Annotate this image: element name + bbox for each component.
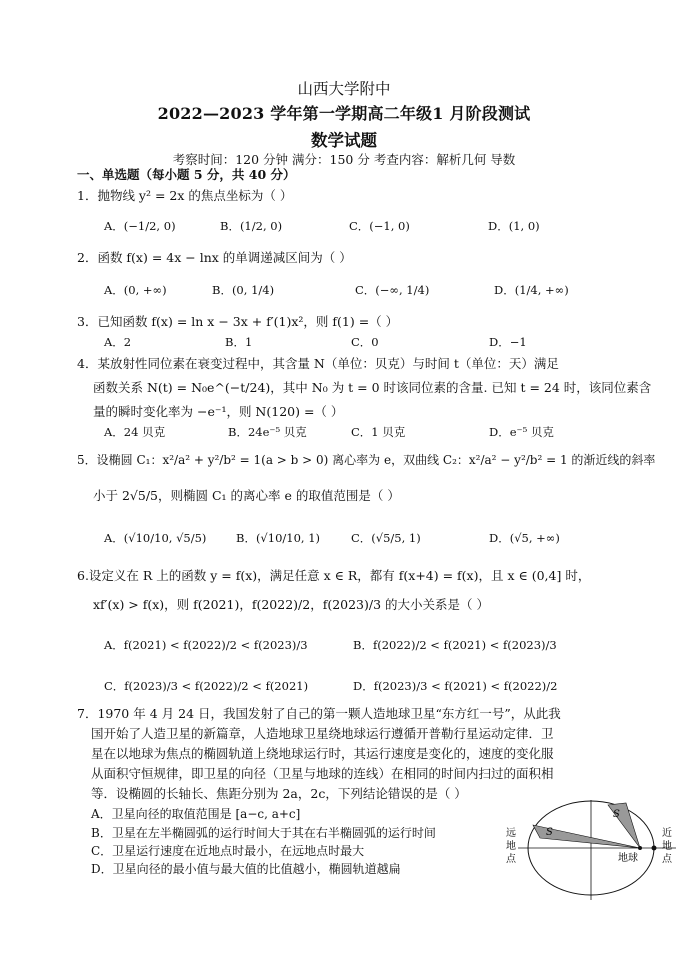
q1-option-b: B．(1/2, 0) [220, 219, 283, 233]
q3-option-b: B．1 [225, 335, 253, 349]
q6-line-2: xf′(x) > f(x)，则 f(2021)，f(2022)/2，f(2023)/3 的大小关系是（ ） [93, 597, 489, 612]
q5-option-b: B．(√10/10, 1) [236, 531, 321, 545]
q7-option-a: A．卫星向径的取值范围是 [a−c, a+c] [91, 807, 301, 821]
section-heading: 一、单选题（每小题 5 分，共 40 分） [77, 167, 296, 182]
q6-option-d: D．f(2023)/3 < f(2021) < f(2022)/2 [353, 679, 558, 693]
q6-option-a: A．f(2021) < f(2022)/2 < f(2023)/3 [104, 638, 308, 652]
far-label-3: 点 [506, 854, 516, 865]
q5-option-d: D．(√5, +∞) [489, 531, 560, 545]
school-name: 山西大学附中 [297, 80, 391, 98]
q4-option-a: A．24 贝克 [104, 425, 166, 439]
q4-line-1: 4．某放射性同位素在衰变过程中，其含量 N（单位：贝克）与时间 t（单位：天）满足 [77, 356, 559, 371]
q2-stem: 2．函数 f(x) = 4x − lnx 的单调递减区间为（ ） [77, 250, 352, 265]
q2-option-b: B．(0, 1/4) [212, 283, 275, 297]
area-label-left: S [546, 827, 553, 838]
q7-line-1: 7．1970 年 4 月 24 日，我国发射了自己的第一颗人造地球卫星“东方红一号”，从此我 [77, 706, 561, 721]
q6-line-1: 6.设定义在 R 上的函数 y = f(x)，满足任意 x ∈ R，都有 f(x+4) = f(x)，且 x ∈ (0,4] 时， [77, 568, 591, 583]
q7-option-b: B．卫星在左半椭圆弧的运行时间大于其在右半椭圆弧的运行时间 [91, 826, 436, 840]
q4-option-b: B．24e⁻⁵ 贝克 [228, 425, 307, 439]
q4-option-c: C．1 贝克 [351, 425, 406, 439]
earth-label: 地球 [618, 853, 638, 864]
q2-option-a: A．(0, +∞) [104, 283, 167, 297]
near-label-2: 地 [662, 841, 672, 852]
q7-option-c: C．卫星运行速度在近地点时最小，在远地点时最大 [91, 844, 365, 858]
q7-line-3: 星在以地球为焦点的椭圆轨道上绕地球运行时，其运行速度是变化的，速度的变化服 [91, 746, 554, 761]
q6-option-b: B．f(2022)/2 < f(2021) < f(2023)/3 [353, 638, 557, 652]
q7-line-4: 从面积守恒规律，即卫星的向径（卫星与地球的连线）在相同的时间内扫过的面积相 [91, 766, 554, 781]
q5-option-a: A．(√10/10, √5/5) [104, 531, 207, 545]
q3-option-d: D．−1 [489, 335, 527, 349]
q1-option-d: D．(1, 0) [488, 219, 540, 233]
q5-option-c: C．(√5/5, 1) [351, 531, 421, 545]
satellite-orbit-figure [500, 800, 680, 912]
q5-line-2: 小于 2√5/5，则椭圆 C₁ 的离心率 e 的取值范围是（ ） [93, 488, 400, 503]
q4-line-3: 量的瞬时变化率为 −e⁻¹，则 N(120) =（ ） [93, 404, 344, 419]
q3-stem: 3．已知函数 f(x) = ln x − 3x + f′(1)x²，则 f(1) =（ ） [77, 314, 399, 329]
far-label-2: 地 [506, 841, 516, 852]
subject-title: 数学试题 [311, 131, 377, 150]
q7-line-2: 国开始了人造卫星的新篇章，人造地球卫星绕地球运行遵循开普勒行星运动定律．卫 [91, 726, 554, 741]
perigee-point [652, 846, 657, 851]
near-label-3: 点 [662, 854, 672, 865]
exam-info: 考察时间：120 分钟 满分：150 分 考查内容：解析几何 导数 [172, 152, 516, 167]
q3-option-a: A．2 [104, 335, 132, 349]
q2-option-d: D．(1/4, +∞) [494, 283, 569, 297]
q3-option-c: C．0 [351, 335, 379, 349]
q7-line-5: 等．设椭圆的长轴长、焦距分别为 2a，2c，下列结论错误的是（ ） [91, 786, 467, 801]
q7-option-d: D．卫星向径的最小值与最大值的比值越小，椭圆轨道越扁 [91, 862, 401, 876]
q1-option-c: C．(−1, 0) [349, 219, 410, 233]
earth-point [638, 846, 642, 850]
area-label-right: S [613, 809, 620, 820]
q4-option-d: D．e⁻⁵ 贝克 [489, 425, 554, 439]
far-label-1: 远 [506, 828, 516, 839]
exam-title: 2022—2023 学年第一学期高二年级1 月阶段测试 [157, 104, 531, 123]
q4-line-2: 函数关系 N(t) = N₀e^(−t/24)，其中 N₀ 为 t = 0 时该同位素的含量. 已知 t = 24 时，该同位素含 [93, 380, 652, 395]
q2-option-c: C．(−∞, 1/4) [355, 283, 430, 297]
q5-line-1: 5．设椭圆 C₁：x²/a² + y²/b² = 1(a > b > 0) 离心率为 e，双曲线 C₂：x²/a² − y²/b² = 1 的渐近线的斜率 [77, 453, 656, 467]
q1-stem: 1．抛物线 y² = 2x 的焦点坐标为（ ） [77, 188, 293, 203]
q1-option-a: A．(−1/2, 0) [104, 219, 176, 233]
near-label-1: 近 [662, 828, 672, 839]
q6-option-c: C．f(2023)/3 < f(2022)/2 < f(2021) [104, 679, 309, 693]
